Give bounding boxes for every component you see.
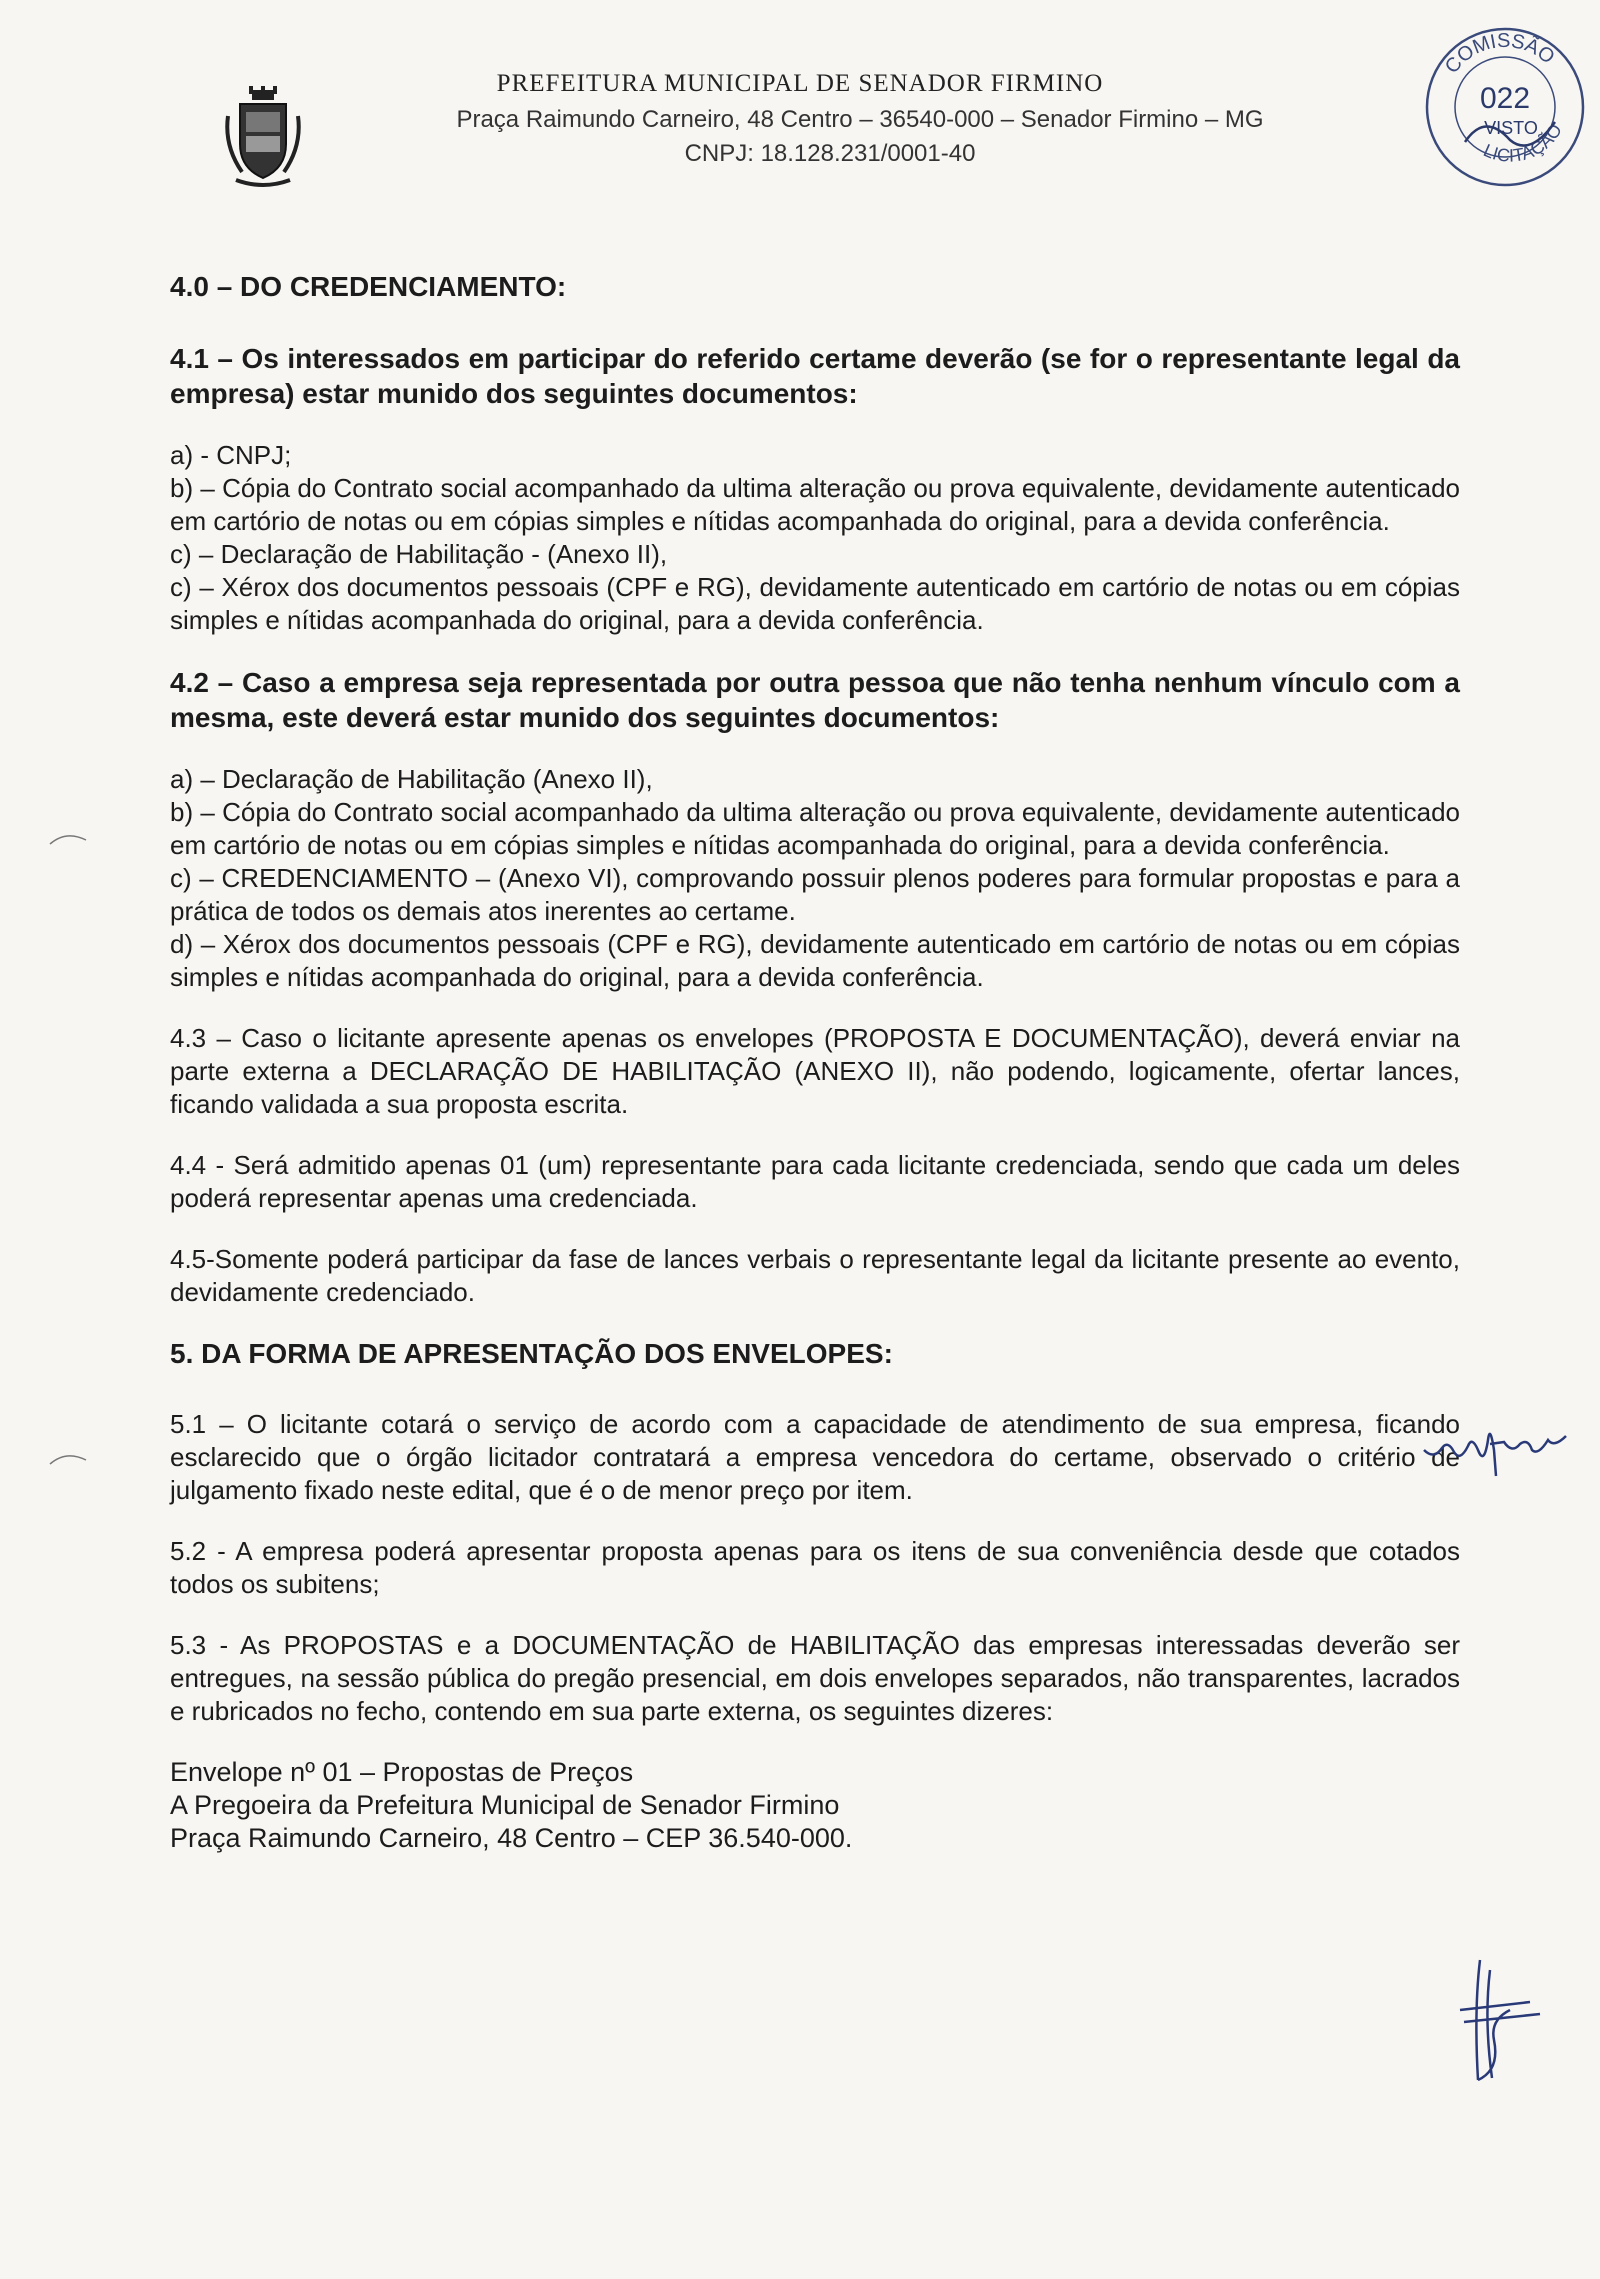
clause-4-2-item-a: a) – Declaração de Habilitação (Anexo II), xyxy=(170,764,653,794)
commission-stamp xyxy=(1415,12,1595,192)
clause-5-1: 5.1 – O licitante cotará o serviço de acordo com a capacidade de atendimento de sua empresa, ficando esclarecido que o órgão licitador contratará a empresa vencedora do certame, observado o critério de julgamento fixado neste edital, que é o de menor preço por item. xyxy=(170,1409,1460,1505)
section-5-heading: 5. DA FORMA DE APRESENTAÇÃO DOS ENVELOPES: xyxy=(170,1338,893,1369)
envelope-address-block xyxy=(170,1756,1460,1855)
margin-mark xyxy=(48,828,88,848)
stamp-visto: VISTO xyxy=(1484,118,1538,138)
clause-4-1-item-a: a) - CNPJ; xyxy=(170,440,292,470)
municipality-address: Praça Raimundo Carneiro, 48 Centro – 36540-000 – Senador Firmino – MG xyxy=(456,106,1264,133)
section-4-heading: 4.0 – DO CREDENCIAMENTO: xyxy=(170,271,567,302)
municipality-title: PREFEITURA MUNICIPAL DE SENADOR FIRMINO xyxy=(496,70,1104,97)
clause-4-1-item-c: c) – Declaração de Habilitação - (Anexo II), xyxy=(170,539,668,569)
clause-4-1-item-c2: c) – Xérox dos documentos pessoais (CPF e RG), devidamente autenticado em cartório de notas ou em cópias simples e nítidas acompanhada do original, para a devida conferência. xyxy=(170,572,1460,635)
document-body xyxy=(170,270,1460,1855)
margin-mark xyxy=(48,1448,88,1468)
clause-4-2-item-d: d) – Xérox dos documentos pessoais (CPF e RG), devidamente autenticado em cartório de notas ou em cópias simples e nítidas acompanhada do original, para a devida conferência. xyxy=(170,929,1460,992)
municipality-cnpj: CNPJ: 18.128.231/0001-40 xyxy=(684,140,976,167)
envelope-line: Envelope nº 01 – Propostas de Preços xyxy=(170,1757,634,1787)
clause-4-1-item-b: b) – Cópia do Contrato social acompanhado da ultima alteração ou prova equivalente, devidamente autenticado em cartório de notas ou em cópias simples e nítidas acompanhada do original, para a devida conferência. xyxy=(170,473,1460,536)
stamp-number: 022 xyxy=(1479,82,1531,115)
handwritten-rubric-icon xyxy=(1420,1950,1570,2090)
clause-4-4: 4.4 - Será admitido apenas 01 (um) representante para cada licitante credenciada, sendo que cada um deles poderá representar apenas uma credenciada. xyxy=(170,1150,1460,1213)
handwritten-signature-icon xyxy=(1420,1410,1570,1480)
envelope-line: A Pregoeira da Prefeitura Municipal de Senador Firmino xyxy=(170,1790,840,1820)
clause-4-2-item-b: b) – Cópia do Contrato social acompanhado da ultima alteração ou prova equivalente, devidamente autenticado em cartório de notas ou em cópias simples e nítidas acompanhada do original, para a devida conferência. xyxy=(170,797,1460,860)
stamp-text-bottom: LICITAÇÃO xyxy=(1480,120,1566,166)
clause-4-5: 4.5-Somente poderá participar da fase de lances verbais o representante legal da licitante presente ao evento, devidamente credenciado. xyxy=(170,1244,1460,1307)
clause-4-3: 4.3 – Caso o licitante apresente apenas os envelopes (PROPOSTA E DOCUMENTAÇÃO), deverá enviar na parte externa a DECLARAÇÃO DE HABILITAÇÃO (ANEXO II), não podendo, logicamente, ofertar lances, ficando validada a sua proposta escrita. xyxy=(170,1023,1460,1119)
clause-4-1: 4.1 – Os interessados em participar do referido certame deverão (se for o representante legal da empresa) estar munido dos seguintes documentos: xyxy=(170,343,1460,409)
envelope-line: Praça Raimundo Carneiro, 48 Centro – CEP 36.540-000. xyxy=(170,1823,853,1853)
clause-4-2-item-c: c) – CREDENCIAMENTO – (Anexo VI), comprovando possuir plenos poderes para formular propostas e para a prática de todos os demais atos inerentes ao certame. xyxy=(170,863,1460,926)
clause-4-2: 4.2 – Caso a empresa seja representada por outra pessoa que não tenha nenhum vínculo com a mesma, este deverá estar munido dos seguintes documentos: xyxy=(170,667,1460,733)
municipal-crest-icon xyxy=(222,86,304,188)
clause-5-3: 5.3 - As PROPOSTAS e a DOCUMENTAÇÃO de HABILITAÇÃO das empresas interessadas deverão ser entregues, na sessão pública do pregão presencial, em dois envelopes separados, não transparentes, lacrados e rubricados no fecho, contendo em sua parte externa, os seguintes dizeres: xyxy=(170,1630,1460,1726)
clause-5-2: 5.2 - A empresa poderá apresentar proposta apenas para os itens de sua conveniência desde que cotados todos os subitens; xyxy=(170,1536,1460,1599)
stamp-text-top: COMISSÃO xyxy=(1440,29,1559,78)
